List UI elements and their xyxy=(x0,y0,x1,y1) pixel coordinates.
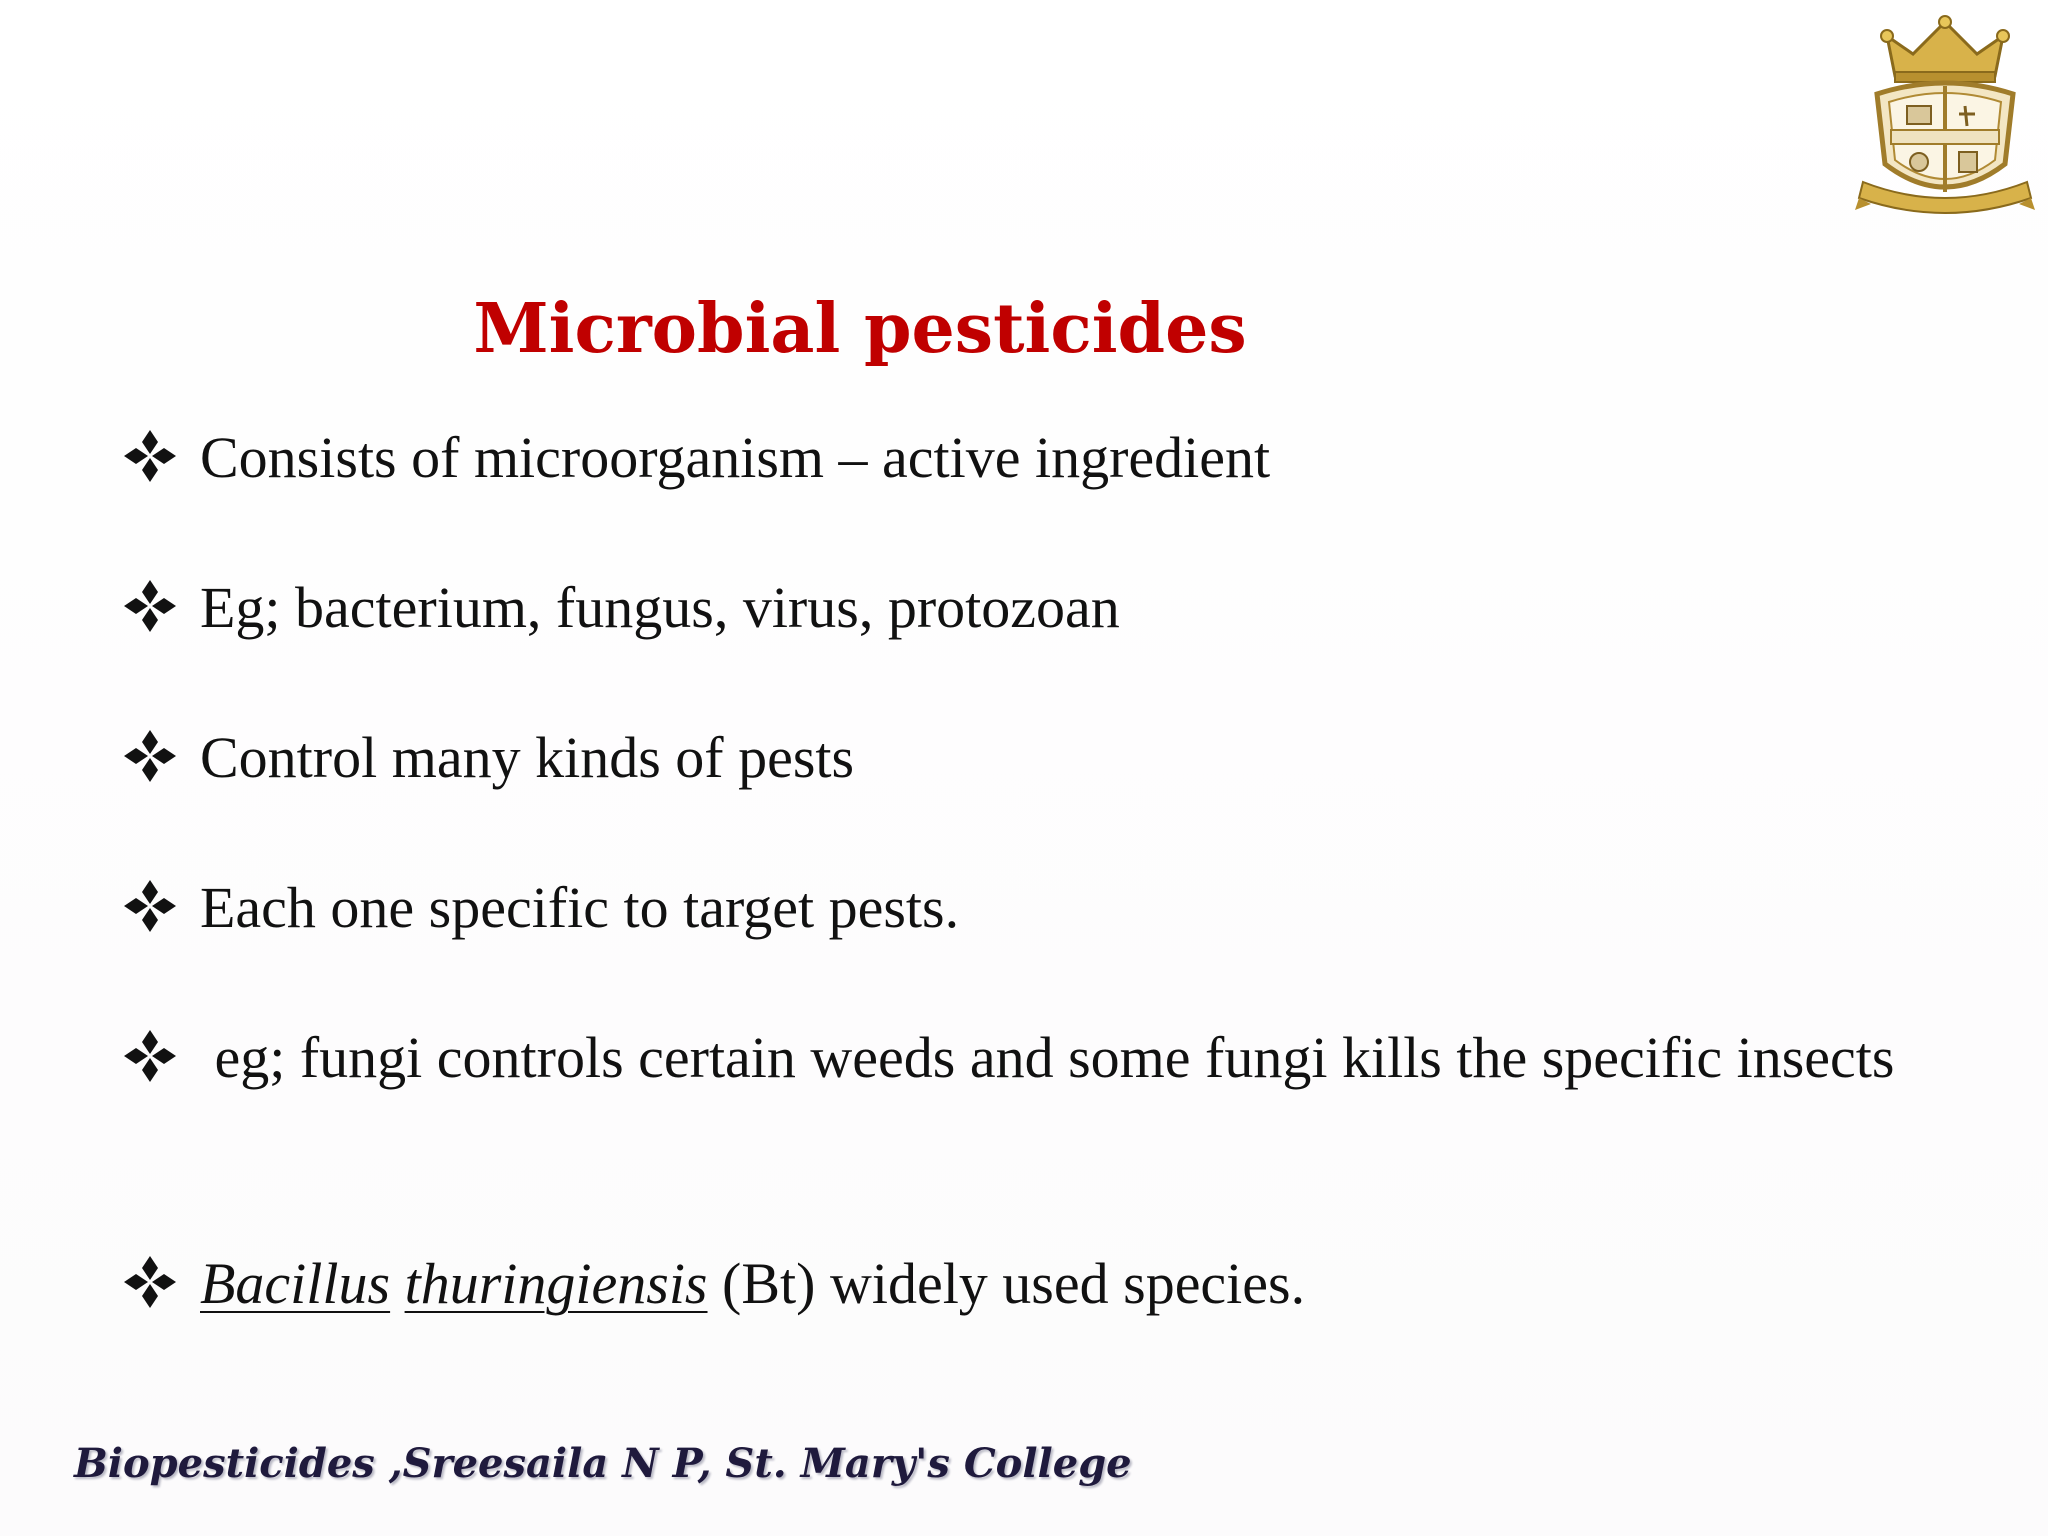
four-diamond-bullet-icon xyxy=(120,876,180,936)
four-diamond-bullet-icon xyxy=(120,576,180,636)
bullet-text xyxy=(200,1246,1920,1322)
four-diamond-bullet-icon xyxy=(120,726,180,786)
genus-name: Bacillus xyxy=(200,1251,391,1316)
four-diamond-bullet-icon xyxy=(120,1026,180,1086)
college-crest-icon xyxy=(1855,14,2035,224)
bullet-text: eg; fungi controls certain weeds and some fungi kills the specific insects xyxy=(200,1025,1895,1090)
four-diamond-bullet-icon xyxy=(120,1252,180,1312)
bullet-text: Control many kinds of pests xyxy=(200,725,855,790)
bullet-text: Consists of microorganism – active ingredient xyxy=(200,425,1271,490)
bullet-text: Eg; bacterium, fungus, virus, protozoan xyxy=(200,575,1120,640)
bullet-text: Each one specific to target pests. xyxy=(200,875,960,940)
species-name: thuringiensis xyxy=(404,1251,708,1316)
slide-footer: Biopesticides ,Sreesaila N P, St. Mary's College xyxy=(74,1440,1132,1487)
bullet-rest-text: (Bt) widely used species. xyxy=(707,1251,1306,1316)
slide-title: Microbial pesticides xyxy=(473,289,1247,369)
four-diamond-bullet-icon xyxy=(120,426,180,486)
